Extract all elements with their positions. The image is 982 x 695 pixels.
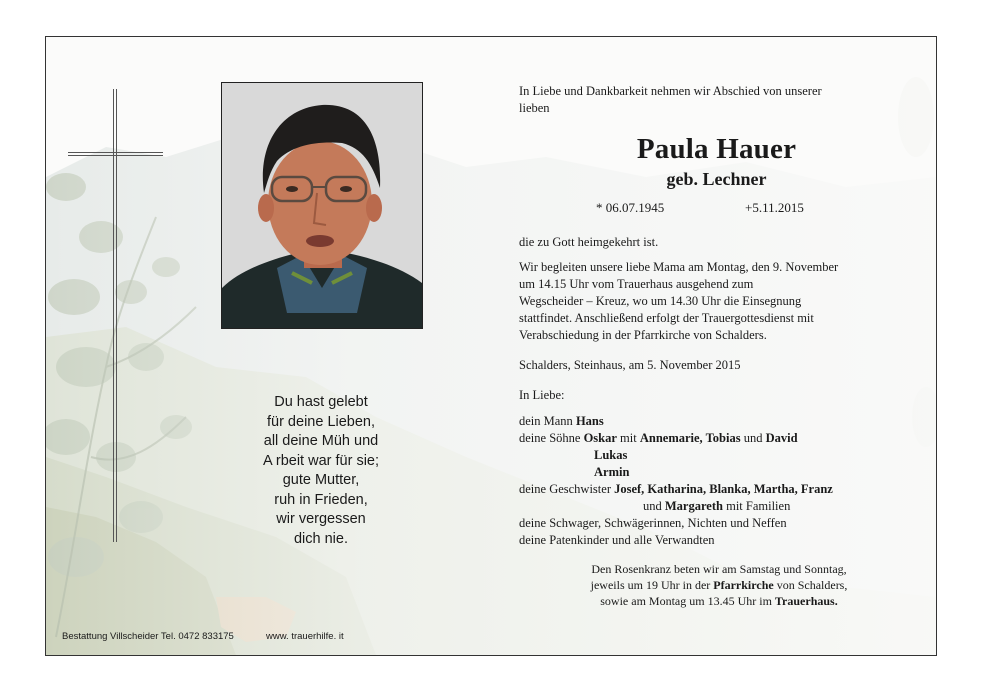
family-siblings [519, 481, 833, 498]
funeral-line-5: Verabschiedung in der Pfarrkirche von Schalders. [519, 328, 767, 342]
place-date: Schalders, Steinhaus, am 5. November 2015 [519, 358, 741, 372]
sibling-name: Margareth [664, 499, 723, 513]
son-armin: Armin [594, 465, 630, 479]
funeral-line-4: stattfindet. Anschließend erfolgt der Trauergottesdienst mit [519, 311, 814, 325]
funeral-home-contact: Bestattung Villscheider Tel. 0472 833175 [62, 631, 234, 642]
son-lukas: Lukas [594, 448, 628, 462]
obituary-card [45, 36, 937, 656]
family-siblings-last [643, 498, 790, 515]
son-family: Annemarie, Tobias [639, 431, 741, 445]
death-date: +5.11.2015 [745, 200, 804, 215]
families-suffix: mit Familien [722, 499, 791, 513]
rosary-line-3 [519, 593, 919, 609]
deceased-name: Paula Hauer [636, 133, 797, 165]
intro-line-1: In Liebe und Dankbarkeit nehmen wir Abschied von unserer [519, 84, 822, 98]
in-love-heading: In Liebe: [519, 388, 565, 402]
footer [62, 631, 344, 642]
birth-date: * 06.07.1945 [596, 200, 665, 215]
maiden-name: geb. Lechner [666, 169, 767, 189]
poem-line: wir vergessen [276, 511, 366, 527]
poem-line: A rbeit war für sie; [262, 452, 380, 469]
poem-line: gute Mutter, [282, 472, 360, 488]
family-husband [519, 413, 604, 430]
poem-line: dich nie. [293, 530, 348, 547]
returned-to-god: die zu Gott heimgekehrt ist. [519, 235, 659, 249]
and-text: und [643, 499, 665, 513]
funeral-line-1: Wir begleiten unsere liebe Mama am Montag, den 9. November [519, 260, 839, 274]
and-text: und [740, 431, 766, 445]
grandchild-name: David [765, 431, 798, 445]
rosary-line-1: Den Rosenkranz beten wir am Samstag und Sonntag, [591, 562, 847, 576]
with-text: mit [616, 431, 640, 445]
rosary-text: sowie am Montag um 13.45 Uhr im [600, 594, 775, 608]
son-name: Oskar [583, 431, 617, 445]
intro-line-2: lieben [519, 101, 550, 115]
rosary-church: Pfarrkirche [713, 578, 774, 592]
rosary-mourning-house: Trauerhaus. [774, 594, 838, 608]
portrait-photo [221, 82, 423, 329]
rosary-text: jeweils um 19 Uhr in der [590, 578, 714, 592]
funeral-line-2: um 14.15 Uhr vom Trauerhaus ausgehend zum [519, 277, 754, 291]
husband-name: Hans [575, 414, 604, 428]
poem-line: ruh in Frieden, [274, 491, 368, 508]
husband-prefix: dein Mann [519, 414, 576, 428]
siblings-prefix: deine Geschwister [519, 482, 615, 496]
poem-line: für deine Lieben, [266, 413, 376, 430]
family-sons [519, 430, 798, 447]
poem [226, 393, 416, 549]
family-godchildren: deine Patenkinder und alle Verwandten [519, 533, 715, 547]
funeral-line-3: Wegscheider – Kreuz, wo um 14.30 Uhr die Einsegnung [519, 294, 802, 308]
rosary-text: von Schalders, [773, 578, 848, 592]
family-in-laws: deine Schwager, Schwägerinnen, Nichten und Neffen [519, 516, 787, 530]
rosary-line-2 [519, 577, 919, 593]
poem-line: Du hast gelebt [274, 394, 368, 410]
siblings-names: Josef, Katharina, Blanka, Martha, Franz [614, 482, 833, 496]
sons-prefix: deine Söhne [519, 431, 584, 445]
website-link[interactable]: www. trauerhilfe. it [266, 631, 344, 642]
poem-line: all deine Müh und [263, 433, 379, 449]
